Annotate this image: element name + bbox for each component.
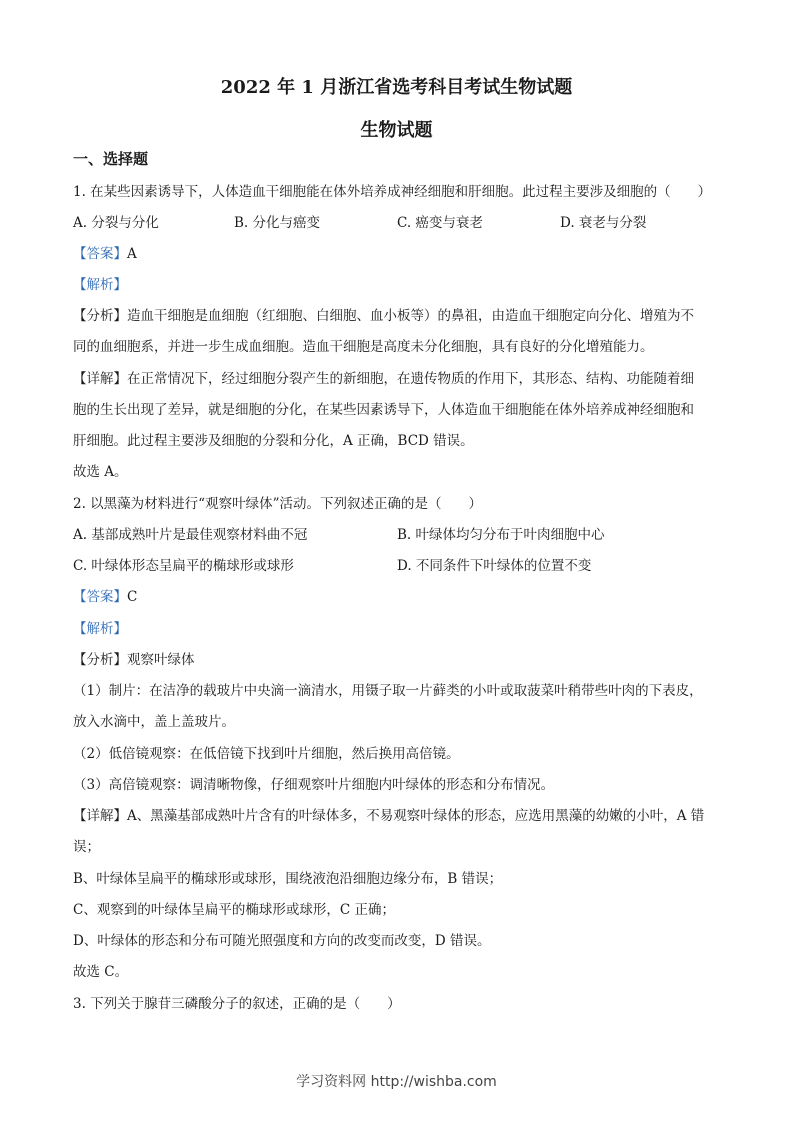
q1-option-b: B. 分化与癌变 [234, 215, 321, 231]
q2-fenxi [73, 652, 725, 668]
q2-step-1-line-2: 放入水滴中，盖上盖玻片。 [73, 714, 235, 730]
q2-step-2: （2）低倍镜观察：在低倍镜下找到叶片细胞，然后换用高倍镜。 [73, 746, 460, 762]
q1-option-d: D. 衰老与分裂 [560, 215, 647, 231]
q1-conclusion: 故选 A。 [73, 464, 128, 480]
q2-step-1: （1）制片：在洁净的载玻片中央滴一滴清水，用镊子取一片藓类的小叶或取菠菜叶稍带些叶肉的下表皮， [73, 683, 703, 699]
fenxi-text: 造血干细胞是血细胞（红细胞、白细胞、血小板等）的鼻祖，由造血干细胞定向分化、增殖为不 [127, 308, 694, 324]
document-title: 2022 年 1 月浙江省选考科目考试生物试题 [220, 77, 573, 98]
q2-step-3: （3）高倍镜观察：调清晰物像，仔细观察叶片细胞内叶绿体的形态和分布情况。 [73, 777, 555, 793]
q2-stem: 2. 以黑藻为材料进行“观察叶绿体”活动。下列叙述正确的是（ ） [73, 496, 482, 512]
q2-option-a: A. 基部成熟叶片是最佳观察材料曲不冠 [73, 527, 308, 543]
q2-d-line: D、叶绿体的形态和分布可随光照强度和方向的改变而改变，D 错误。 [73, 933, 491, 949]
q1-option-a: A. 分裂与分化 [73, 215, 159, 231]
answer-value: C [127, 589, 138, 605]
section-title: 一、选择题 [73, 150, 149, 168]
answer-value: A [127, 246, 137, 262]
answer-tag: 【答案】 [73, 246, 127, 262]
q2-option-b: B. 叶绿体均匀分布于叶肉细胞中心 [397, 527, 605, 543]
q1-answer [73, 246, 725, 262]
answer-tag: 【答案】 [73, 589, 127, 605]
q2-answer [73, 589, 725, 605]
q2-option-d: D. 不同条件下叶绿体的位置不变 [397, 558, 592, 574]
q2-option-c: C. 叶绿体形态呈扁平的椭球形或球形 [73, 558, 294, 574]
xiangjie-tag: 【详解】 [73, 808, 127, 824]
q1-xiangjie-line-3: 肝细胞。此过程主要涉及细胞的分裂和分化，A 正确，BCD 错误。 [73, 433, 474, 449]
page-footer: 学习资料网 http://wishba.com [296, 1074, 497, 1090]
q2-c-line: C、观察到的叶绿体呈扁平的椭球形或球形，C 正确； [73, 902, 395, 918]
q2-analysis-tag: 【解析】 [73, 621, 127, 637]
q1-fenxi [73, 308, 725, 324]
fenxi-tag: 【分析】 [73, 308, 127, 324]
xiangjie-text: A、黑藻基部成熟叶片含有的叶绿体多，不易观察叶绿体的形态，应选用黑藻的幼嫩的小叶，A 错 [127, 808, 705, 824]
q2-b-line: B、叶绿体呈扁平的椭球形或球形，围绕液泡沿细胞边缘分布，B 错误； [73, 871, 503, 887]
q2-xiangjie-line-2: 误； [73, 839, 100, 855]
q1-xiangjie [73, 371, 725, 387]
q1-xiangjie-line-2: 胞的生长出现了差异，就是细胞的分化，在某些因素诱导下，人体造血干细胞能在体外培养成神经细胞和 [73, 402, 694, 418]
xiangjie-tag: 【详解】 [73, 371, 127, 387]
q3-stem: 3. 下列关于腺苷三磷酸分子的叙述，正确的是（ ） [73, 996, 401, 1012]
fenxi-text: 观察叶绿体 [127, 652, 195, 668]
q1-fenxi-line-2: 同的血细胞系，并进一步生成血细胞。造血干细胞是高度未分化细胞，具有良好的分化增殖能力。 [73, 339, 654, 355]
q2-xiangjie [73, 808, 725, 824]
q2-conclusion: 故选 C。 [73, 964, 129, 980]
q1-stem: 1. 在某些因素诱导下，人体造血干细胞能在体外培养成神经细胞和肝细胞。此过程主要涉及细胞的（ ） [73, 184, 712, 200]
q1-option-c: C. 癌变与衰老 [397, 215, 483, 231]
fenxi-tag: 【分析】 [73, 652, 127, 668]
document-subtitle: 生物试题 [360, 120, 433, 141]
q1-analysis-tag: 【解析】 [73, 277, 127, 293]
xiangjie-text: 在正常情况下，经过细胞分裂产生的新细胞，在遗传物质的作用下，其形态、结构、功能随着细 [127, 371, 694, 387]
